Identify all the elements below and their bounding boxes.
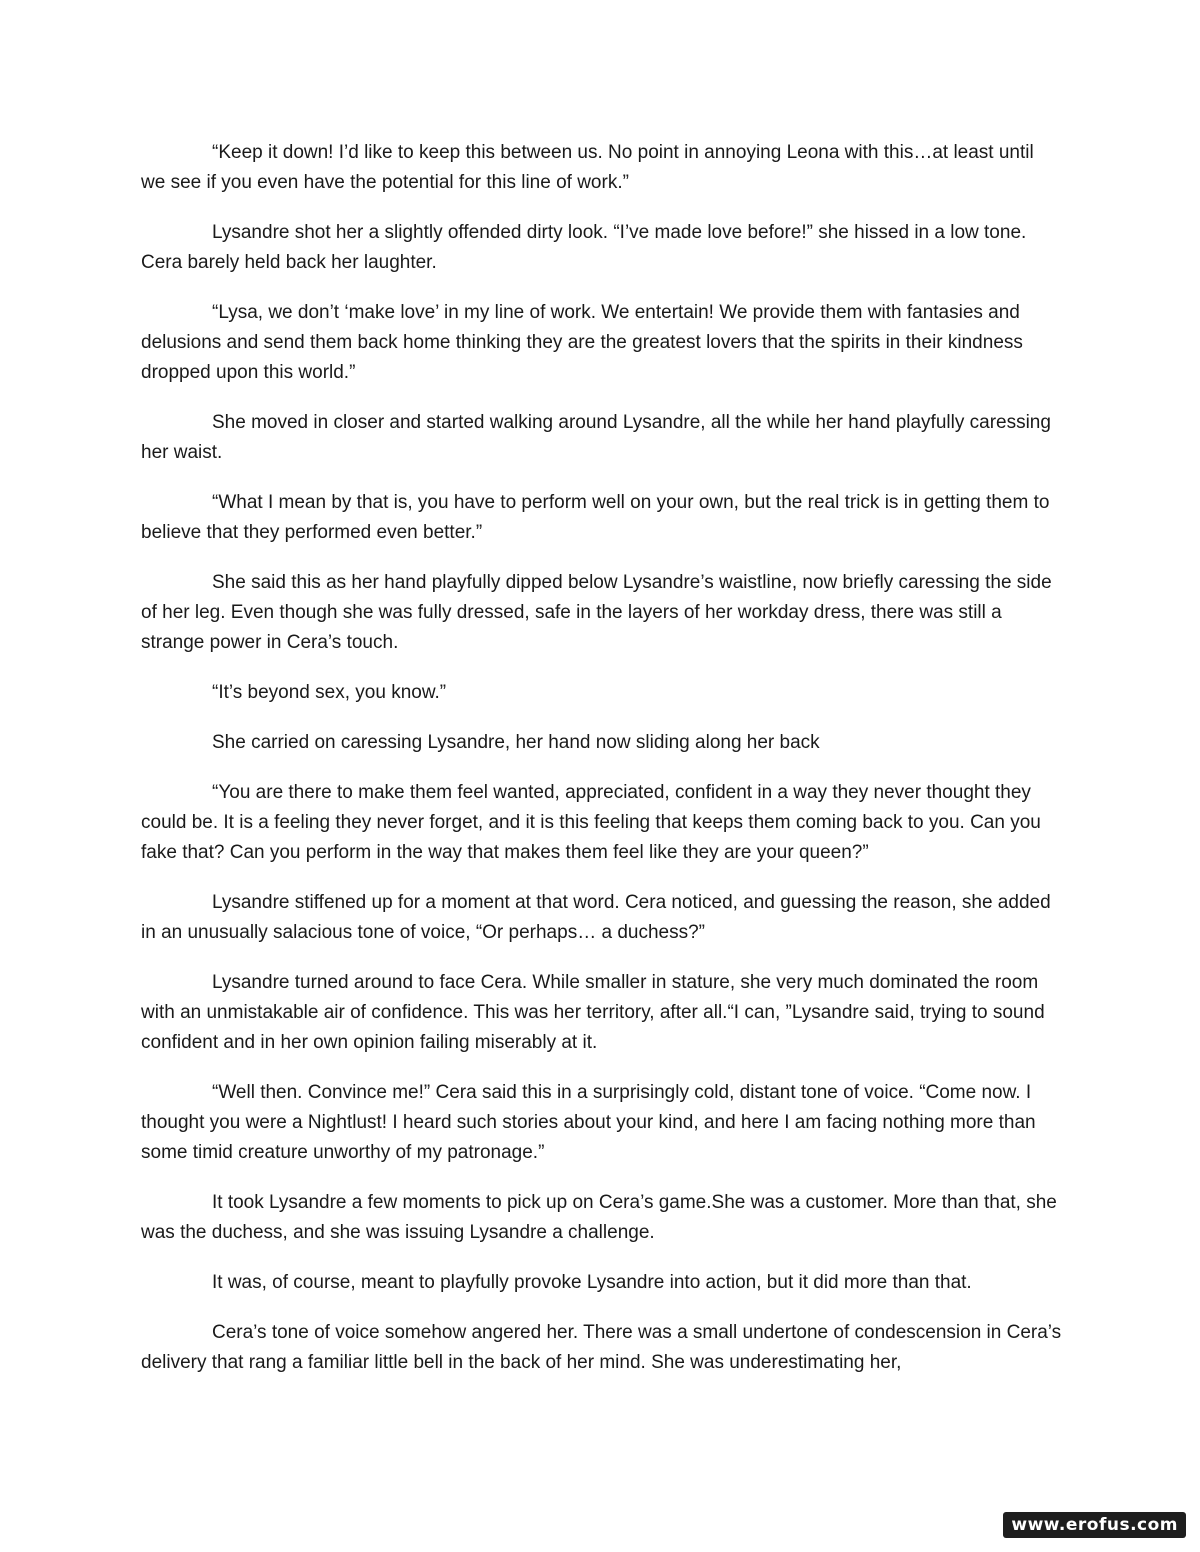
paragraph: She said this as her hand playfully dipped below Lysandre’s waistline, now briefly caressing the side of her leg. Even though she was fully dressed, safe in the layers of her workday dress, there was still a strange power in Cera’s touch. [141, 572, 1052, 653]
paragraph: She moved in closer and started walking around Lysandre, all the while her hand playfully caressing her waist. [141, 412, 1051, 463]
paragraph: “It’s beyond sex, you know.” [212, 682, 447, 703]
paragraph: Lysandre turned around to face Cera. While smaller in stature, she very much dominated the room with an unmistakable air of confidence. This was her territory, after all.“I can, ”Lysandre said, trying to sound confident and in her own opinion failing miserably at it. [141, 972, 1045, 1053]
watermark: www.erofus.com [1003, 1512, 1186, 1538]
paragraph: Lysandre stiffened up for a moment at that word. Cera noticed, and guessing the reason, she added in an unusually salacious tone of voice, “Or perhaps… a duchess?” [141, 892, 1051, 943]
paragraph: It took Lysandre a few moments to pick up on Cera’s game.She was a customer. More than that, she was the duchess, and she was issuing Lysandre a challenge. [141, 1192, 1057, 1243]
paragraph: It was, of course, meant to playfully provoke Lysandre into action, but it did more than that. [212, 1272, 972, 1293]
paragraph: “Well then. Convince me!” Cera said this in a surprisingly cold, distant tone of voice. “Come now. I thought you were a Nightlust! I heard such stories about your kind, and here I am facing nothing more than some timid creature unworthy of my patronage.” [141, 1082, 1036, 1163]
paragraph: “What I mean by that is, you have to perform well on your own, but the real trick is in getting them to believe that they performed even better.” [141, 492, 1050, 543]
paragraph: “Keep it down! I’d like to keep this between us. No point in annoying Leona with this…at least until we see if you even have the potential for this line of work.” [141, 142, 1034, 193]
paragraph: “Lysa, we don’t ‘make love’ in my line of work. We entertain! We provide them with fantasies and delusions and send them back home thinking they are the greatest lovers that the spirits in their kindness dropped upon this world.” [141, 302, 1023, 383]
paragraph: Lysandre shot her a slightly offended dirty look. “I’ve made love before!” she hissed in a low tone. Cera barely held back her laughter. [141, 222, 1027, 273]
paragraph: Cera’s tone of voice somehow angered her. There was a small undertone of condescension in Cera’s delivery that rang a familiar little bell in the back of her mind. She was underestimating her, [141, 1322, 1062, 1373]
paragraph: “You are there to make them feel wanted, appreciated, confident in a way they never thought they could be. It is a feeling they never forget, and it is this feeling that keeps them coming back to you. Can you fake that? Can you perform in the way that makes them feel like they are your queen?” [141, 782, 1041, 863]
paragraph: She carried on caressing Lysandre, her hand now sliding along her back [212, 732, 820, 753]
